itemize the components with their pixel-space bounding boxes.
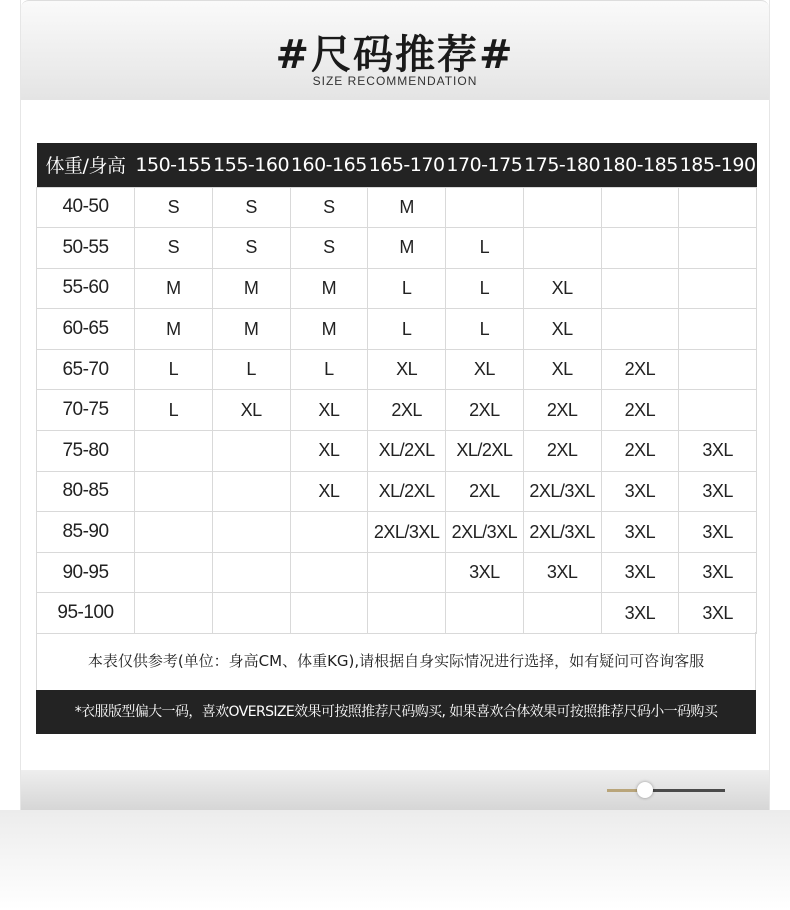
table-row (37, 349, 757, 390)
size-cell: L (446, 228, 524, 269)
table-header-row (37, 143, 757, 187)
height-column-header: 185-190 (679, 143, 757, 187)
slider-thumb[interactable] (637, 782, 653, 798)
size-cell (290, 512, 368, 553)
size-cell (290, 552, 368, 593)
height-column-header: 170-175 (446, 143, 524, 187)
weight-row-header: 90-95 (37, 552, 135, 593)
size-cell: M (290, 309, 368, 350)
size-cell: 3XL (601, 512, 679, 553)
page-subtitle: SIZE RECOMMENDATION (312, 74, 478, 88)
size-cell (446, 187, 524, 228)
size-cell: S (212, 228, 290, 269)
size-cell (679, 268, 757, 309)
size-cell (679, 349, 757, 390)
table-row (37, 552, 757, 593)
weight-row-header: 70-75 (37, 390, 135, 431)
size-cell (601, 187, 679, 228)
size-cell: L (446, 268, 524, 309)
size-cell (601, 268, 679, 309)
fit-banner: *衣服版型偏大一码，喜欢OVERSIZE效果可按照推荐尺码购买, 如果喜欢合体效果可按照推荐尺码小一码购买 (36, 690, 756, 734)
height-column-header: 150-155 (135, 143, 213, 187)
size-cell (679, 228, 757, 269)
size-cell (446, 593, 524, 634)
footer-bar (21, 770, 769, 810)
size-cell: 3XL (679, 431, 757, 472)
table-row (37, 431, 757, 472)
size-cell: M (290, 268, 368, 309)
disclaimer-note: 本表仅供参考(单位：身高CM、体重KG),请根据自身实际情况进行选择，如有疑问可咨询客服 (36, 632, 756, 690)
table-row (37, 390, 757, 431)
size-cell: 3XL (679, 471, 757, 512)
size-cell: M (368, 228, 446, 269)
weight-row-header: 40-50 (37, 187, 135, 228)
height-column-header: 175-180 (523, 143, 601, 187)
bottom-shadow (0, 810, 790, 910)
size-cell: 2XL/3XL (446, 512, 524, 553)
size-cell: 3XL (601, 471, 679, 512)
size-cell: 2XL (601, 431, 679, 472)
height-column-header: 165-170 (368, 143, 446, 187)
size-cell: XL/2XL (368, 431, 446, 472)
size-chart-card (20, 0, 770, 810)
weight-row-header: 50-55 (37, 228, 135, 269)
weight-row-header: 60-65 (37, 309, 135, 350)
size-cell: S (135, 228, 213, 269)
size-cell: 3XL (679, 593, 757, 634)
size-cell: M (212, 309, 290, 350)
size-cell: 3XL (446, 552, 524, 593)
size-cell (523, 187, 601, 228)
size-cell: 3XL (679, 512, 757, 553)
size-cell: 2XL (368, 390, 446, 431)
weight-row-header: 65-70 (37, 349, 135, 390)
weight-row-header: 75-80 (37, 431, 135, 472)
size-cell: XL (290, 471, 368, 512)
size-cell: XL (446, 349, 524, 390)
weight-row-header: 95-100 (37, 593, 135, 634)
size-cell: L (368, 309, 446, 350)
size-cell: 2XL/3XL (523, 471, 601, 512)
table-body (37, 187, 757, 634)
size-cell: XL (290, 390, 368, 431)
size-cell (601, 309, 679, 350)
size-cell: M (135, 268, 213, 309)
size-cell (135, 431, 213, 472)
table-row (37, 512, 757, 553)
size-cell (212, 552, 290, 593)
size-cell: M (368, 187, 446, 228)
size-cell: 3XL (601, 593, 679, 634)
header (21, 0, 769, 100)
size-cell: XL/2XL (446, 431, 524, 472)
size-cell (679, 187, 757, 228)
size-cell: M (212, 268, 290, 309)
size-cell: XL (523, 309, 601, 350)
table-row (37, 471, 757, 512)
size-cell: S (290, 187, 368, 228)
size-cell: 2XL/3XL (523, 512, 601, 553)
size-cell: XL (290, 431, 368, 472)
weight-row-header: 85-90 (37, 512, 135, 553)
size-cell: 2XL (601, 390, 679, 431)
size-cell (135, 471, 213, 512)
corner-header: 体重/身高 (37, 143, 135, 187)
weight-row-header: 55-60 (37, 268, 135, 309)
size-cell: L (135, 390, 213, 431)
size-cell (368, 552, 446, 593)
size-cell: M (135, 309, 213, 350)
size-cell: 3XL (523, 552, 601, 593)
size-cell (679, 390, 757, 431)
size-cell (368, 593, 446, 634)
size-cell: 2XL (601, 349, 679, 390)
size-cell: 3XL (601, 552, 679, 593)
size-cell: XL (368, 349, 446, 390)
size-cell: L (368, 268, 446, 309)
size-table (36, 143, 757, 634)
table-row (37, 228, 757, 269)
size-cell (212, 431, 290, 472)
size-cell: L (212, 349, 290, 390)
size-cell: L (446, 309, 524, 350)
weight-row-header: 80-85 (37, 471, 135, 512)
table-row (37, 187, 757, 228)
size-cell: XL (212, 390, 290, 431)
page-title: #尺码推荐# (275, 32, 515, 78)
size-cell (212, 471, 290, 512)
size-cell: XL (523, 268, 601, 309)
size-cell (135, 552, 213, 593)
table-row (37, 268, 757, 309)
table-row (37, 309, 757, 350)
size-cell: XL (523, 349, 601, 390)
size-cell (523, 228, 601, 269)
size-cell (290, 593, 368, 634)
size-cell (212, 593, 290, 634)
size-cell (212, 512, 290, 553)
height-column-header: 160-165 (290, 143, 368, 187)
size-cell (679, 309, 757, 350)
height-column-header: 155-160 (212, 143, 290, 187)
size-cell: XL/2XL (368, 471, 446, 512)
size-cell (601, 228, 679, 269)
table-row (37, 593, 757, 634)
size-cell (135, 593, 213, 634)
size-cell: 3XL (679, 552, 757, 593)
size-cell: L (135, 349, 213, 390)
size-cell: 2XL (523, 431, 601, 472)
size-cell: 2XL (446, 390, 524, 431)
size-cell: 2XL/3XL (368, 512, 446, 553)
height-column-header: 180-185 (601, 143, 679, 187)
size-cell: S (135, 187, 213, 228)
size-cell (523, 593, 601, 634)
size-cell: L (290, 349, 368, 390)
size-cell: 2XL (446, 471, 524, 512)
size-cell: S (212, 187, 290, 228)
size-cell: S (290, 228, 368, 269)
size-cell: 2XL (523, 390, 601, 431)
size-cell (135, 512, 213, 553)
